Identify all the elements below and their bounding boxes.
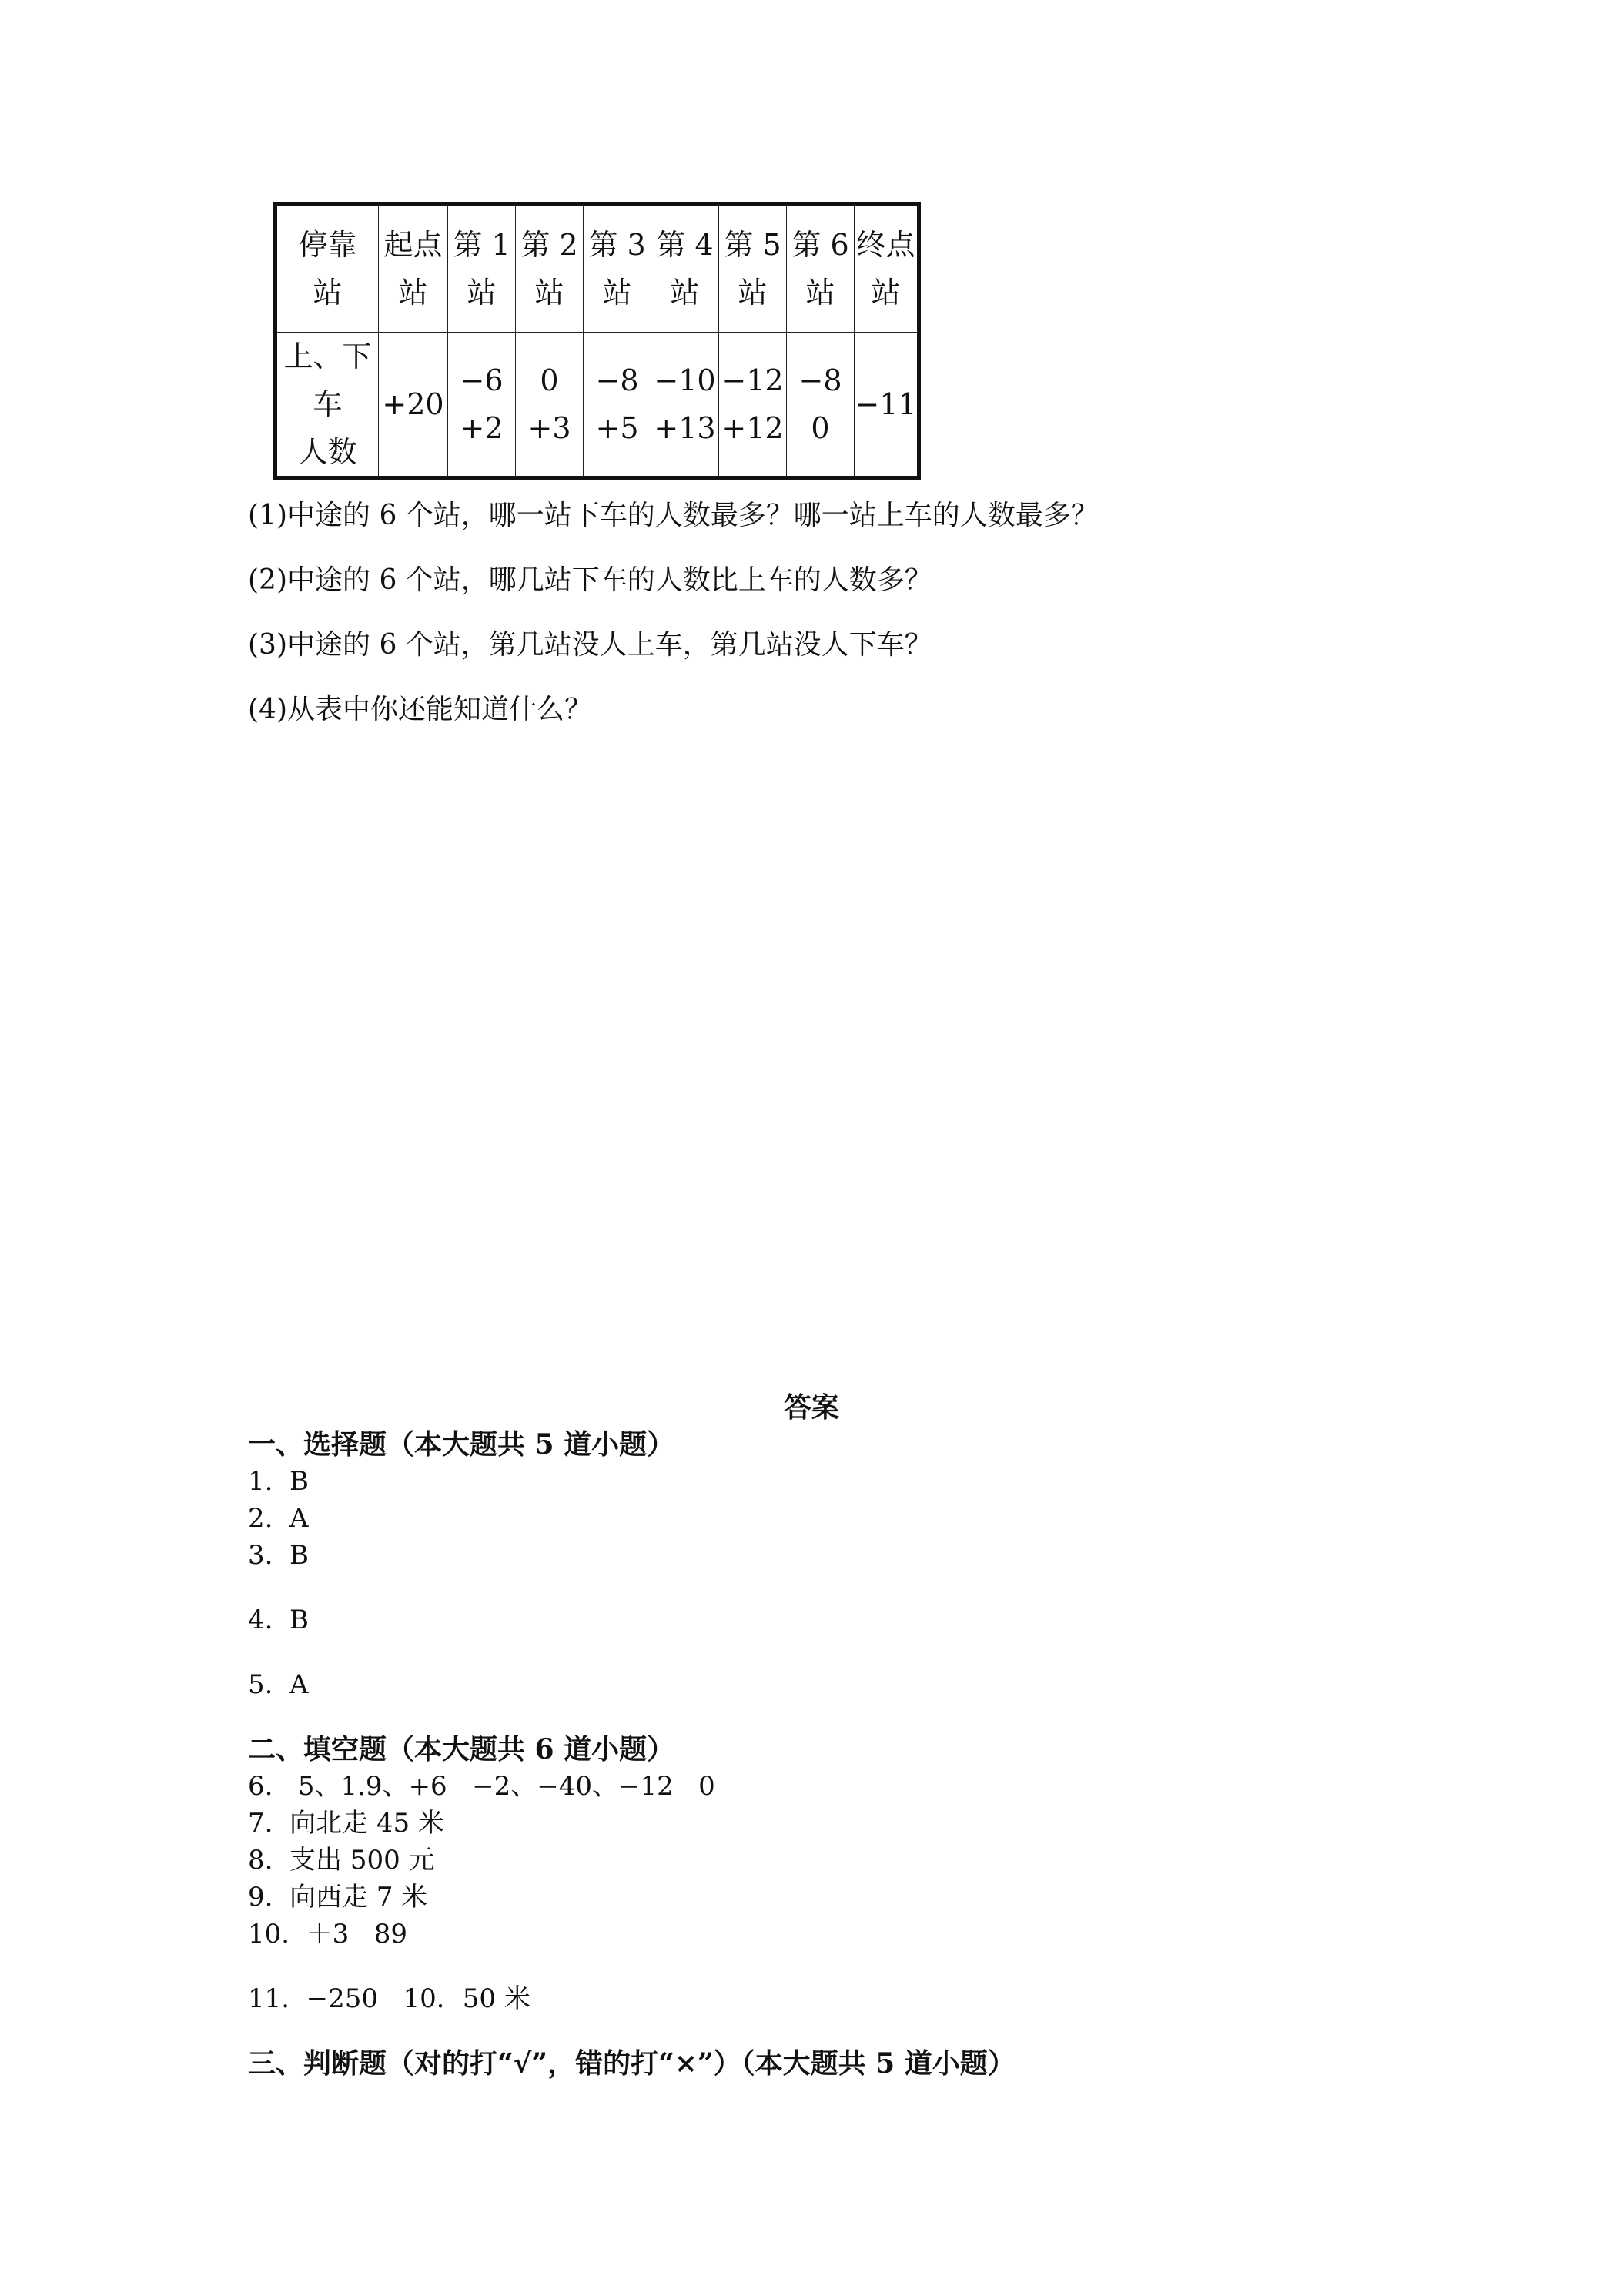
answer-item: 6. 5、1.9、+6 −2、−40、−12 0 [248,1771,715,1802]
bus-stop-table [273,202,921,480]
table-header-cell: 第 3 站 [584,204,651,333]
question-2: (2)中途的 6 个站，哪几站下车的人数比上车的人数多？ [248,564,932,596]
answer-item: 11. −250 10．50 米 [248,1983,530,2014]
answer-item: 5. A [248,1669,309,1700]
answer-item: 8. 支出 500 元 [248,1845,435,1876]
answers-title: 答案 [783,1391,839,1424]
section-heading-fill-blank: 二、填空题（本大题共 6 道小题） [248,1733,675,1766]
table-cell: −6 +2 [448,333,516,478]
table-header-cell: 第 4 站 [651,204,719,333]
table-cell: −12 +12 [719,333,787,478]
table-header-cell: 第 6 站 [787,204,855,333]
answer-item: 3. B [248,1540,310,1571]
question-4: (4)从表中你还能知道什么？ [248,694,592,725]
question-1: (1)中途的 6 个站，哪一站下车的人数最多？哪一站上车的人数最多？ [248,500,1099,531]
table-header-cell: 起点 站 [379,204,448,333]
question-3: (3)中途的 6 个站，第几站没人上车，第几站没人下车？ [248,629,932,661]
answer-item: 10. ＋3 89 [248,1919,408,1950]
table-header-cell: 第 2 站 [516,204,584,333]
table-cell: −8 +5 [584,333,651,478]
answer-item: 7. 向北走 45 米 [248,1808,444,1839]
section-heading-choice: 一、选择题（本大题共 5 道小题） [248,1428,675,1461]
table-cell: −8 0 [787,333,855,478]
table-cell: 0 +3 [516,333,584,478]
table-header-cell: 第 5 站 [719,204,787,333]
table-cell: −10 +13 [651,333,719,478]
table-row [276,333,919,478]
answer-item: 9. 向西走 7 米 [248,1882,428,1913]
table-row-label: 上、下车 人数 [276,333,379,478]
table-header-row [276,204,919,333]
table-header-cell: 终点 站 [855,204,919,333]
section-heading-true-false: 三、判断题（对的打“√”，错的打“×”）（本大题共 5 道小题） [248,2047,1016,2080]
table-cell: −11 [855,333,919,478]
table-header-cell: 停靠 站 [276,204,379,333]
answer-item: 1. B [248,1466,310,1497]
bus-stop-table-container [273,202,921,480]
table-header-cell: 第 1 站 [448,204,516,333]
table-cell: +20 [379,333,448,478]
answer-item: 2. A [248,1503,309,1534]
answer-item: 4. B [248,1605,310,1635]
